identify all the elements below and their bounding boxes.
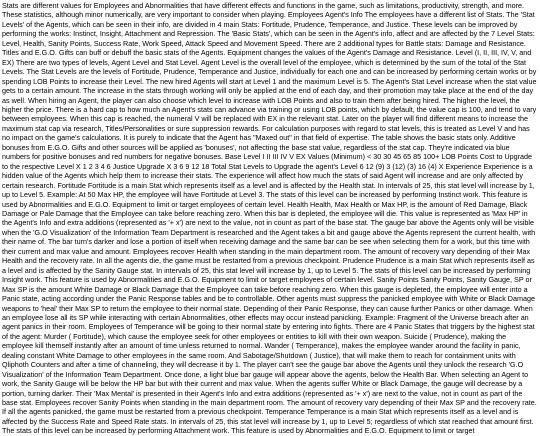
body-text-paragraph: Stats are different values for Employees and Abnormalities that have different effects and functions in the game, such as limitations, productivity, strength, and more. These statistics, although minor numerically, are very important to consider when playing. Employees Agent's Info The employees have a different list of Stats. The 'Stat Levels' of the Agents, which can be seen in their info, are divided in 4 main Stats: Fortitude, Prudence, Temperance, and Justice. These levels can be improved by performing the works: Instinct, Insight, Attachment and Repression. The 'Basic Stats', which can be seen in the Agent's info, affect and are affected by the 7 Level Stats: Level, Health, Sanity Points, Success Rate, Work Speed, Attack Speed and Movement Speed. There are 2 additional types for Battle stats: Damage and Resistance. Titles and E.G.O. Gifts can buff or debuff the basic stats of the Agents. Equipment changes the values of the Agent's Damage and Resistance. Level (I, II, III, IV, V, and EX) There are two types of levels, Agent Level and Stat Level. Agent Level is the overall level of the employee, which is determined by the sum of the total of the Stat Levels. The Stat Levels are the levels of Fortitude, Prudence, Temperance and Justice, individually for each one and can be increased by performing certain works or by spending LOB Points to increase their Level. The new hired Agents will start at Level 1 and the maximum Level is 5. The Agent's Stat Level increase when the stat value gets to a certain amount. The increase in the stats through working will only be applied at the end of each day, and their promotion may take place at the end of the day as well. When hiring an Agent, the player can also choose which level to increase with LOB Points and also to train them after being hired. The higher the level, the higher the price. There is a hard cap to how much an Agent's stats can advance via training or using LOB points, which by default, the value cap is 100, and tend to vary between employees. When this cap is reached, the numeral V will be replaced with EX in the relevant stat. Later on the player will find different means to increase the maximum stat cap via research, Titles/Personalities or sure suppression rewards. For calculation purposes with regard to stat levels, this is treated as Level V and has no impact on the game's calculations. It is purely to indicate that the Agent has "Maxed out" in that field of expertise. The table shows the basic stats only. Additive bonuses from E.G.O. Gifts and other sources will be applied as 'bonuses', not affecting the base stat value, regardless of the stat cap. They're indicated via blue numbers for positive bonuses and red numbers for negative bonuses. Base Level I II III IV V EX Values (Minimum) < 30 30 45 65 85 100+ LOB Points Cost to Upgrade to the respective Level X 1 2 3 4 6 Justice Upgrade X 3 6 9 12 18 Total Stat Levels to Upgrade the agent's Level 6 12 (9) 3 (12) (3) 16 (4) X Experience Experience is a hidden value of the Agents which help them to increase their stats. The experience will affect how much the stats of said Agent will increase and are only affected by certain research. Fortitude Fortitude is a main Stat which represents itself as a level and is affected by the Health stat. In intervals of 25, this stat level will increase by 1, up to Level 5. Example: At 50 Max HP, the employee will have Fortitude at Level 3. The stats of this level can be increased by performing Instinct work. This feature is used by Abnormalities and E.G.O. Equipment to limit or target employees of certain level. Health Health, Max Health or Max HP, is the amount of Red Damage, Black Damage or Pale Damage that the Employee can take before reaching zero. When this bar is depleted, the employee will die. This value is represented as 'Max HP' in the Agent's Info and extra additions (represented as '+ x') are next to the value, not in count as part of the base stat. The gauge bar above the Agents only will be visible when the 'G.O Visualization' of the Information Team Department is researched and the Agent takes a bit and gauge above the Agents represent the current health, with their name of. The bar turn's darker and lose a portion of itself when receiving damage and the same bar can be see when selecting them for a work, but this time with their current and max value and amount. Employees recover Health when standing in the main department room. The amount of recovery vary depending of their Max Health and the recovery rate. In all the agents die, the game must be restarted from a previous checkpoint. Prudence Prudence is a main Stat which represents itself as a level and is affected by the Sanity Gauge stat. In intervals of 25, this stat level will increase by 1, up to Level 5. The stats of this level can be increased by performing Insight work. This feature is used by Abnormalities and E.G.O. Equipment to limit or target employees of certain level. Sanity Points Sanity Points, Sanity Gauge, SP or Max SP is the amount White Damage or Black Damage that the Employee can take before reaching zero. When this gauge is depleted, the employee will enter into a Panic state, acting according under the Panic Response tables and be to controllable. Other agents must suppress the panicked employee with White or Black Damage weapons to 'heal' their Max SP to return the employee to their normal state. Depending of their Panic Response, they can cause further Panics or other damage. When an employee lose all its SP while interacting with certain Abnormalities, other effects may occur instead panicking. Example: Fragment of the Universe breach after an agent panics in their room. Employees of Temperance will be going to their normal state by entering into fights. There are 4 Panic States that triggers by the highest stat of the agent: Murder ( Fortitude), which cause the employee seek for other employees or entities to kill with their own weapon. Suicide ( Prudence), making the employee kill themself instantly after an amount of time unless returned to normal. Wander ( Temperance), makes the employee wander around the facility in panic, dealing constant White Damage to other employees in the same room. And Sabotage/Shutdown ( Justice), that will make them to reach for containment units with Qliphoth Counters and after a time of channeling, they will decrease it by 1. The player can't see the gauge bar above the Agents until they unlock the research 'G.O Visualization' of the Information Team Department. Once done, a light blue bar gauge will appear above the agents, below the Health Bar. When selecting an Agent to work, the Sanity Gauge will be below the HP bar but with their current and max value. When the agents suffer White or Black Damage, the gauge will decrease by a portion, turning darker. Their 'Max Mental' is presented in their Agent's Info and extra additions (represented as '+ x') are next to the value, not in count as part of the base stat. Employees recover Sanity Points when standing in the main department room. The amount of recovery vary depending of their Max SP and the recovery rate. If all the agents panicked, the game must be restarted from a previous checkpoint. Temperance Temperance is a main Stat which represents itself as a level and is affected by the Success Rate and Speed Rate stats. In intervals of 25, this stat level will increase by 1, up to Level 5; regardless of which stat reached that amount first. The stats of this level can be increased by performing Attachment work. This feature is used by Abnormalities and E.G.O. Equipment to limit or target	[2, 1, 537, 436]
